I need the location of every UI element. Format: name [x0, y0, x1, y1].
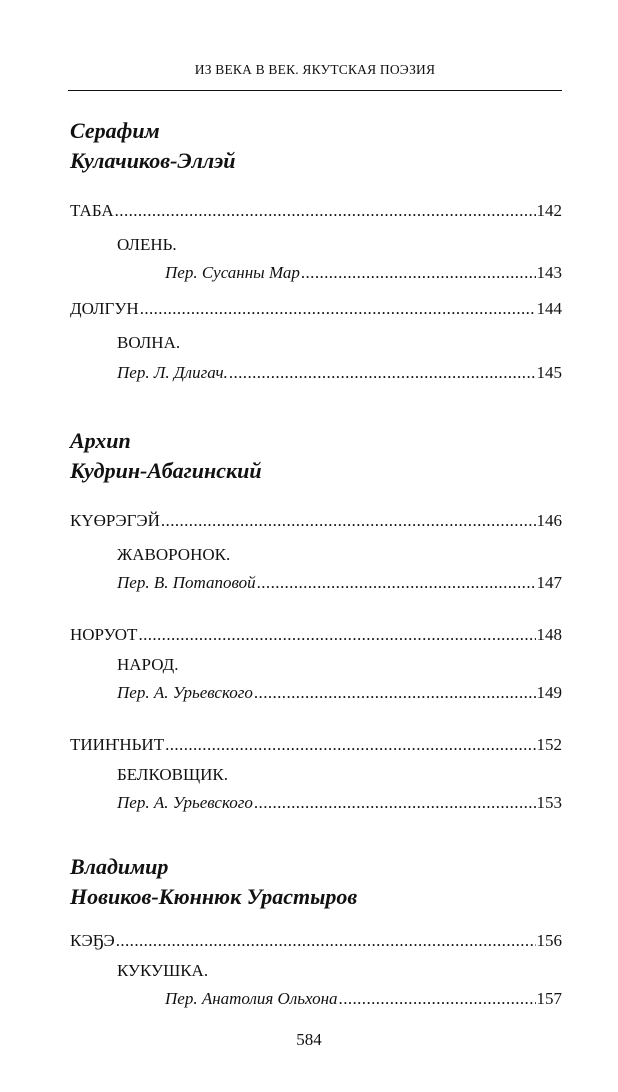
page-ref: 153 — [536, 793, 562, 812]
poem-original-title: ДОЛГУН — [70, 299, 139, 318]
poem-original-title: ТИИҤНЬИТ — [70, 735, 165, 754]
dot-leader — [229, 362, 536, 384]
toc-entry — [70, 930, 562, 952]
translation-title: КУКУШКА. — [117, 961, 209, 980]
page-ref: 146 — [536, 511, 562, 530]
toc-entry-translator — [117, 792, 562, 814]
translation-title: ЖАВОРОНОК. — [117, 545, 231, 564]
dot-leader — [161, 510, 536, 532]
author-first-name: Владимир — [70, 854, 169, 879]
toc-entry — [70, 734, 562, 756]
page-ref: 147 — [536, 573, 562, 592]
translator: Пер. Л. Длигач. — [117, 363, 228, 382]
author-surname: Новиков-Кюннюк Урастыров — [70, 884, 358, 909]
page-ref: 145 — [536, 363, 562, 382]
translator: Пер. А. Урьевского — [117, 793, 253, 812]
page-ref: 156 — [536, 931, 562, 950]
page-ref: 148 — [536, 625, 562, 644]
poem-original-title: КҮӨРЭГЭЙ — [70, 511, 160, 530]
toc-entry-translator — [165, 262, 562, 284]
page-ref: 149 — [536, 683, 562, 702]
header-rule — [68, 90, 562, 91]
dot-leader — [138, 624, 535, 646]
poem-original-title: НОРУОТ — [70, 625, 138, 644]
author-heading — [70, 116, 236, 176]
translator: Пер. Сусанны Мар — [165, 263, 300, 282]
poem-original-title: ТАБА — [70, 201, 114, 220]
toc-entry-translator — [117, 682, 562, 704]
dot-leader — [165, 734, 535, 756]
toc-entry — [70, 510, 562, 532]
translation-title: БЕЛКОВЩИК. — [117, 765, 228, 784]
toc-entry-translator — [117, 572, 562, 594]
running-head: ИЗ ВЕКА В ВЕК. ЯКУТСКАЯ ПОЭЗИЯ — [194, 62, 436, 77]
toc-entry — [70, 624, 562, 646]
author-surname: Кулачиков-Эллэй — [70, 148, 236, 173]
dot-leader — [257, 572, 536, 594]
dot-leader — [254, 682, 536, 704]
dot-leader — [301, 262, 536, 284]
translation-title: НАРОД. — [117, 655, 179, 674]
translation-title: ОЛЕНЬ. — [117, 235, 177, 254]
translator: Пер. Анатолия Ольхона — [165, 989, 338, 1008]
toc-entry — [70, 298, 562, 320]
poem-original-title: КЭҔЭ — [70, 931, 115, 950]
dot-leader — [339, 988, 536, 1010]
translation-title: ВОЛНА. — [117, 333, 181, 352]
page-ref: 152 — [536, 735, 562, 754]
page-ref: 143 — [536, 263, 562, 282]
toc-entry-translator — [117, 362, 562, 384]
page-ref: 142 — [536, 201, 562, 220]
author-surname: Кудрин-Абагинский — [70, 458, 262, 483]
dot-leader — [254, 792, 536, 814]
page-ref: 157 — [536, 989, 562, 1008]
author-heading — [70, 426, 262, 486]
page-number: 584 — [296, 1030, 322, 1049]
dot-leader — [116, 930, 536, 952]
author-heading — [70, 852, 357, 912]
translator: Пер. В. Потаповой — [117, 573, 256, 592]
toc-entry-translator — [165, 988, 562, 1010]
dot-leader — [140, 298, 536, 320]
dot-leader — [115, 200, 536, 222]
translator: Пер. А. Урьевского — [117, 683, 253, 702]
author-first-name: Архип — [70, 428, 131, 453]
author-first-name: Серафим — [70, 118, 160, 143]
page-ref: 144 — [536, 299, 562, 318]
toc-entry — [70, 200, 562, 222]
